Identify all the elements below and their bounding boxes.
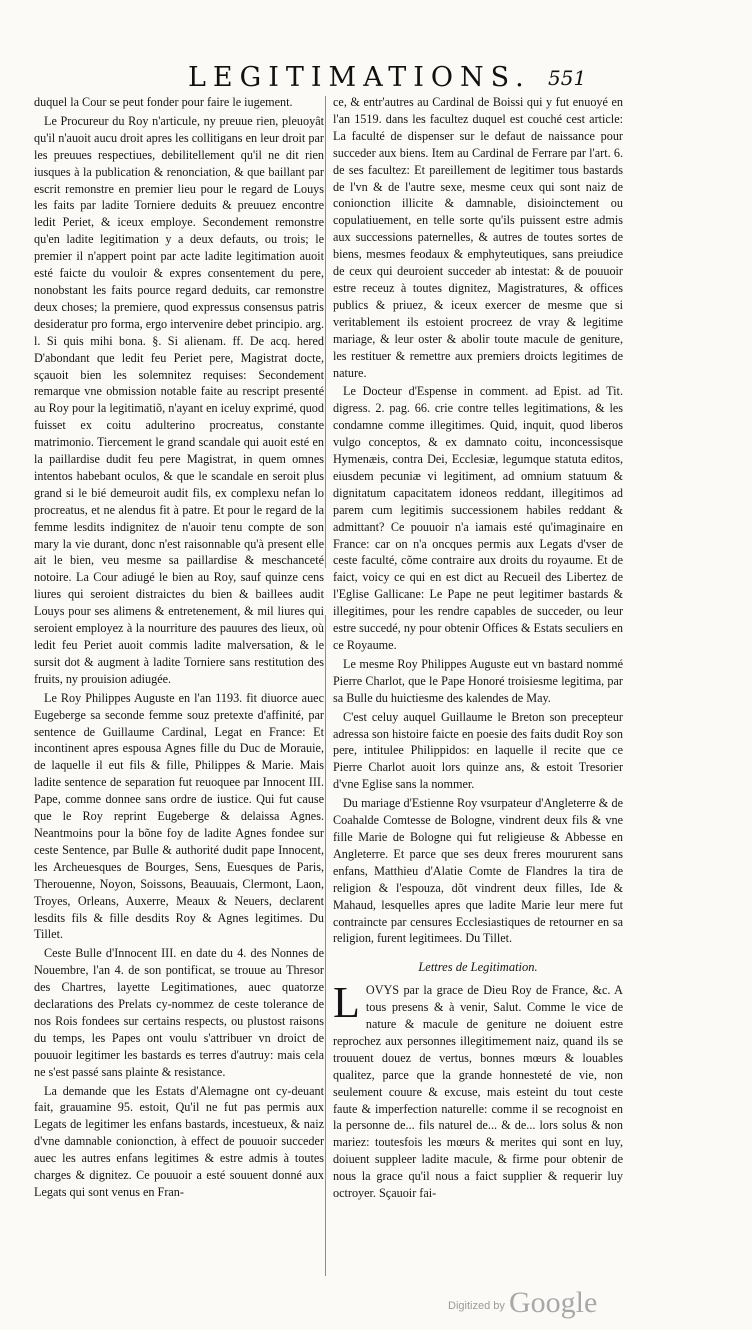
right-column bbox=[333, 94, 623, 1274]
google-logo-text: Google bbox=[509, 1286, 598, 1319]
paragraph: Le Roy Philippes Auguste en l'an 1193. fit diuorce auec Eugeberge sa seconde femme souz pretexte d'affinité, par sentence de Guillaume Cardinal, Legat en France: Et incontinent apres espousa Agnes fille du Duc de Morauie, de laquelle il eut fils & fille, Philippes & Marie. Mais ladite sentence de separation fut reuoquee par Innocent III. Pape, comme donnee sans ordre de iustice. Qui fut cause que le Roy reprint Eugeberge & delaissa Agnes. Neantmoins pour la bõne foy de ladite Agnes fondee sur ceste Sentence, par Bulle & authorité dudit pape Innocent, les Archeuesques de Bourges, Sens, Euesques de Paris, Therouenne, Noyon, Soissons, Beauuais, Clermont, Laon, Troyes, Orleans, Auxerre, Meaux & Neuers, declarent lesdits fils & fille desdits Roy & Agnes legitimes. Du Tillet. bbox=[34, 690, 324, 942]
google-logo-icon bbox=[509, 1284, 619, 1320]
paragraph: Le mesme Roy Philippes Auguste eut vn bastard nommé Pierre Charlot, que le Pape Honoré troisiesme legitima, par sa Bulle du huictiesme des kalendes de May. bbox=[333, 656, 623, 705]
paragraph: duquel la Cour se peut fonder pour faire le iugement. bbox=[34, 95, 293, 109]
paragraph: La demande que les Estats d'Alemagne ont cy-deuant fait, grauamine 95. estoit, Qu'il ne fut pas permis aux Legats de legitimer les enfans bastards, incestueux, & naiz d'vne damnable conionction, à effect de pouuoir succeder auec les autres enfans legitimes & estre admis à toutes charges & dignitez. Ce pouuoir a esté souuent donné aux Legats qui sont venus en Fran- bbox=[34, 1083, 324, 1199]
column-divider bbox=[325, 96, 326, 1276]
lettres-text: OVYS par la grace de Dieu Roy de France, &c. A tous presens & à venir, Salut. Comme le vice de nature & macule de geniture ne doiuent estre reprochez aux personnes illegitimement naiz, quand ils se trouuent douez de vertus, bonnes mœurs & louables qualitez, parce que la grande honnesteté de vie, non seulement couure & excuse, mais esteint du tout ceste faute & imperfection naturelle: comme il se recognoist en la personne de... fils naturel de... & de... lors solus & non mariez: toutesfois les mœurs & merites qui sont en luy, doiuent suppleer ladite macule, & firme pour obtenir de nous la grace qu'il nous a faict supplier & requerir luy octroyer. Sçauoir fai- bbox=[333, 983, 623, 1201]
paragraph: Ceste Bulle d'Innocent III. en date du 4. des Nonnes de Nouembre, l'an 4. de son pontificat, se trouue au Thresor des Chartres, layette Legitimationes, auec quatorze declarations des Prelats cy-nommez de ceste tolerance de nos Rois fondees sur certains respects, ou plustost raisons du temps, les Papes ont voulu s'attribuer vn droict de pouuoir legitimer les bastards es terres d'autruy: mais cela ne s'est passé sans plainte & resistance. bbox=[34, 946, 324, 1079]
page-number: 551 bbox=[548, 66, 587, 90]
lettres-title: Lettres de Legitimation. bbox=[418, 960, 538, 975]
running-title: LEGITIMATIONS. bbox=[188, 62, 531, 93]
paragraph: Du mariage d'Estienne Roy vsurpateur d'Angleterre & de Coahalde Comtesse de Bologne, vindrent deux fils & vne fille Marie de Bologne qui fut religieuse & Abbesse en Angleterre. Et parce que ses deux freres moururent sans enfans, Matthieu d'Alatie Comte de Flandres la tira de religion & l'espouza, dõt vindrent deux filles, Ide & Mahaud, lesquelles apres que ladite Marie leur mere fut contraincte par censures Ecclesiastiques de retourner en sa religion, furent legitimees. Du Tillet. bbox=[333, 796, 623, 946]
left-column bbox=[34, 94, 324, 1274]
google-watermark bbox=[448, 1284, 618, 1320]
paragraph: Le Procureur du Roy n'articule, ny preuue rien, pleuoyât qu'il n'auoit aucu droit apres les collitigans en leur droit par les preuues respectiues, debilitellement qu'il ne dit rien iusques à la publication & renonciation, & que baillant par escrit remonstre en premier lieu pour le regard de Louys les faits par ladite Torniere deduits & preuuez encontre ledit Periet, & iceux employe. Secondement remonstre qu'en ladite legitimation y a deux defauts, ou trois; le premier il n'appert point par acte ladite legitimation auoit esté faicte du vouloir & expres consentement du pere, nonobstant les faits pource regard deduits, car remonstre deux choses; la premiere, quod expressus consensus patris desideratur pro forma, ergo intervenire debet principio. arg. l. Si quis mihi bona. §. Si alienam. ff. De acq. hered D'abondant que ledit feu Periet pere, Magistrat docte, sçauoit bien les solemnitez requises: Secondement remarque vne obmission notable faite au rescript presenté au Roy pour la legitimatiõ, n'ayant en iceluy exprimé, quod fuisset ex coitu adulterino procreatus, constante matrimonio. Tiercement le grand scandale qui auoit esté en la paillardise dudit feu pere Magistrat, in quem omnes intentos habebant oculos, & que le scandale en seroit plus grand si le bié demeuroit audit fils, ex complexu nefan lo procreatus, et ne alendus fit à patre. Et pour le regard de la femme lesdits indignitez de n'auoir tenu compte de son mary la vie durant, donc n'est raisonnable qu'à present elle ait le bien, veu mesme sa paillardise & meschanceté notoire. La Cour adiugé le bien au Roy, sauf quinze cens liures qui seroient distraictes du bien & baillees audit Louys pour ses alimens & entretenement, & mil liures qui seroient employez à la nourriture des pauures des lieux, où ledit feu Periet auoit commis ladite malversation, & le sursit dot & augment à ladite Torniere sans restitution des fruits, ny prouision adiugée. bbox=[34, 113, 324, 686]
paragraph: Le Docteur d'Espense in comment. ad Epist. ad Tit. digress. 2. pag. 66. crie contre telles legitimations, & les condamne comme illegitimes. Quid, inquit, quod liberos vulgo conceptos, & ex damnato coitu, inconcessisque Hymenæis, contra Dei, Ecclesiæ, legumque statuta editos, eiusdem pecuniæ vi legitiment, ad omnium statuum & dignitatum capacitatem idoneos reddant, illegitimos ad parem cum legitimis successionem habiles reddant & admittant? Ce pouuoir n'a iamais esté qu'imaginaire en France: car on n'a oncques permis aux Legats d'vser de ceste faculté, cõme contraire aux droits du royaume. Et de faict, voicy ce qui en est dict au Recueil des Libertez de l'Eglise Gallicane: Le Pape ne peut legitimer bastards & illegitimes, pour les rendre capables de succeder, ou leur estre succedé, ny pour obtenir Offices & Estats seculiers en ce Royaume. bbox=[333, 384, 623, 652]
paragraph: ce, & entr'autres au Cardinal de Boissi qui y fut enuoyé en l'an 1519. dans les facultez duquel est couché cest article: La faculté de dispenser sur le defaut de naissance pour succeder aux biens. Item au Cardinal de Ferrare par l'art. 6. de ses facultez: Et pareillement de legitimer tous bastards de l'vn & de l'autre sexe, mesme ceux qui sont naiz de conionction illicite & damnable, disioinctement ou copulatiuement, en telle sorte qu'ils puissent estre admis aux successions paternelles, & autres de toutes sortes de biens, mesmes feodaux & emphyteutiques, sans preiudice de ceux qui deuroient succeder ab intestat: & de pouuoir estre receuz à toutes dignitez, Magistratures, & offices publics & priuez, & iceux exercer de mesme que si veritablement ils estoient procreez de vray & legitime mariage, & leur oster & abolir toute macule de geniture, les restituer & remettre aux premiers droicts legitimes de nature. bbox=[333, 95, 623, 380]
lettres-body bbox=[333, 978, 623, 1202]
drop-cap: L bbox=[333, 978, 360, 1028]
digitized-by-label: Digitized by bbox=[448, 1300, 505, 1312]
paragraph: C'est celuy auquel Guillaume le Breton son precepteur adressa son histoire faicte en poesie des faits dudit Roy son pere, intitulee Philippidos: en laquelle il recite que ce Pierre Charlot auoit lors quinze ans, & estoit Tresorier d'vne Eglise sans la nommer. bbox=[333, 709, 623, 792]
